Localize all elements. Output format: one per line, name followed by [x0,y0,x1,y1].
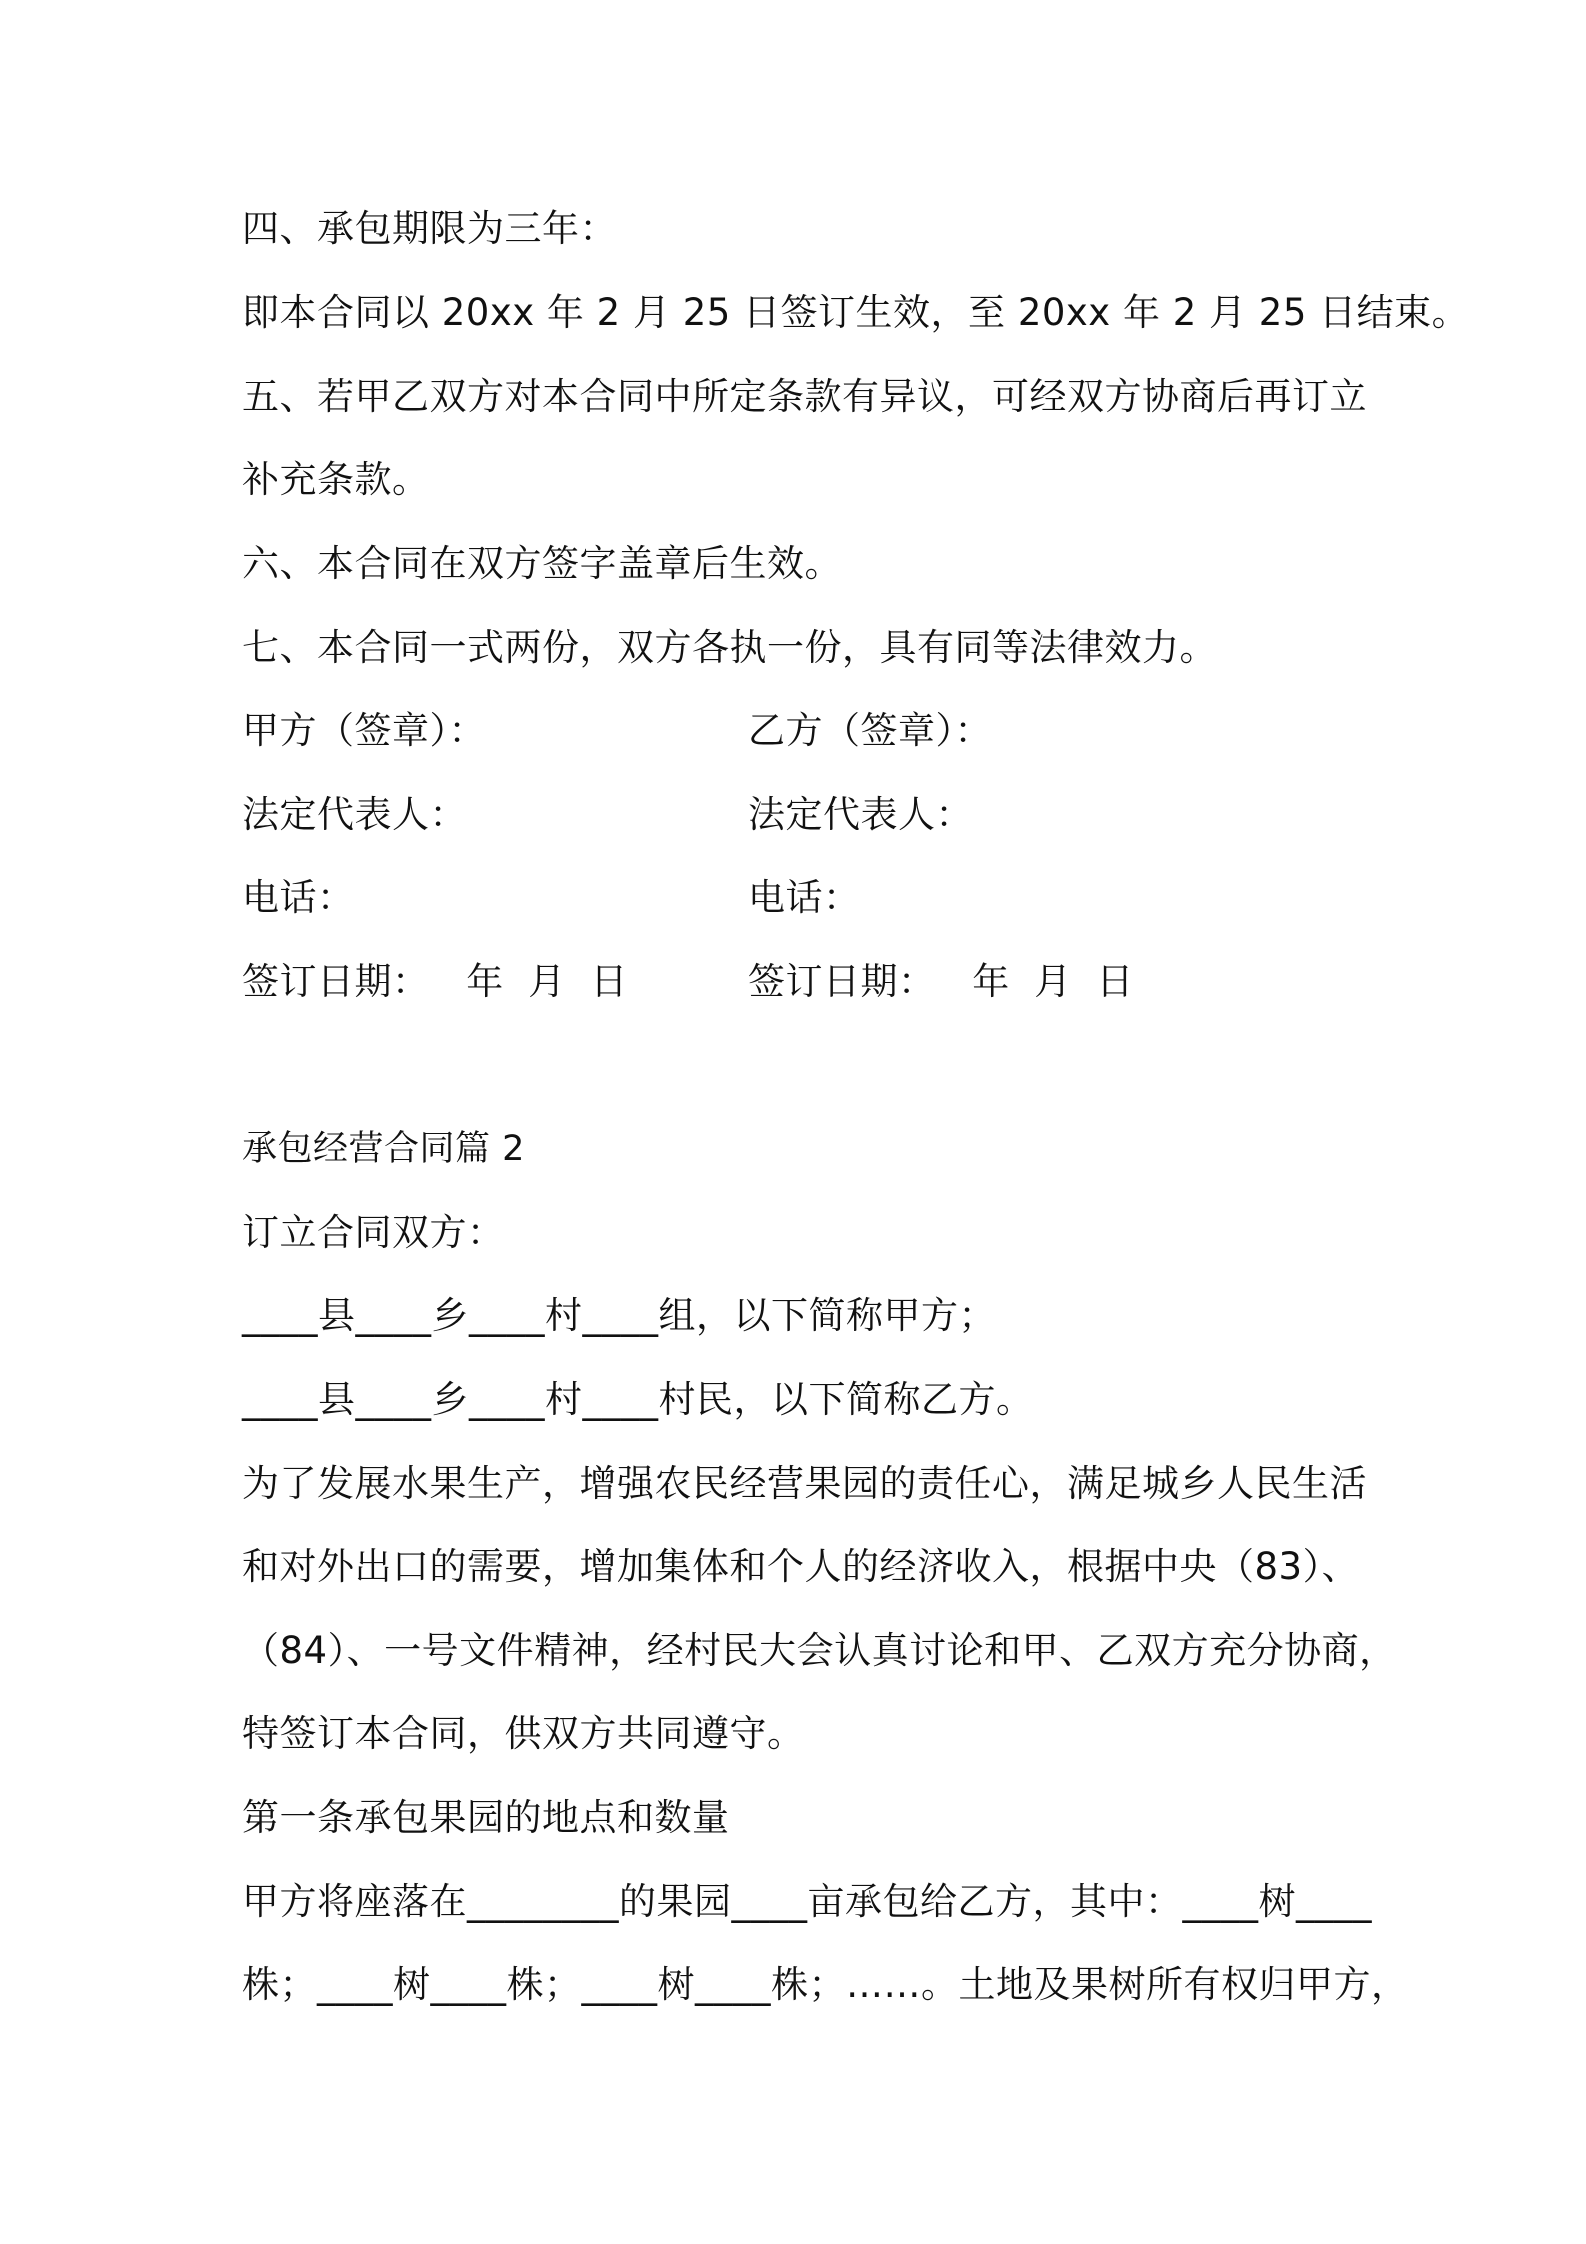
party-a-line: ____县____乡____村____组，以下简称甲方； [242,1294,996,1337]
party-a-legal-rep: 法定代表人： [242,793,467,836]
clause-4-title: 四、承包期限为三年： [242,207,617,250]
party-b-date: 签订日期： 年 月 日 [748,960,1134,1003]
clause-5-line-1: 五、若甲乙双方对本合同中所定条款有异议，可经双方协商后再订立 [242,375,1367,418]
article-1-title: 第一条承包果园的地点和数量 [242,1796,730,1839]
party-a-date: 签订日期： 年 月 日 [242,960,628,1003]
article-1-line-1: 甲方将座落在________的果园____亩承包给乙方，其中：____树____ [242,1880,1372,1923]
preamble-line-2: 和对外出口的需要，增加集体和个人的经济收入，根据中央（83）、 [242,1545,1360,1588]
section-title: 承包经营合同篇 2 [242,1129,525,1169]
clause-6: 六、本合同在双方签字盖章后生效。 [242,542,842,585]
party-b-line: ____县____乡____村____村民，以下简称乙方。 [242,1378,1034,1421]
party-b-legal-rep: 法定代表人： [748,793,973,836]
clause-7: 七、本合同一式两份，双方各执一份，具有同等法律效力。 [242,626,1217,669]
party-a-seal: 甲方（签章）： [242,709,486,752]
clause-4-body: 即本合同以 20xx 年 2 月 25 日签订生效，至 20xx 年 2 月 25 日结束。 [242,291,1470,334]
preamble-line-3: （84）、一号文件精神，经村民大会认真讨论和甲、乙双方充分协商， [242,1629,1397,1672]
clause-5-line-2: 补充条款。 [242,458,430,501]
preamble-line-1: 为了发展水果生产，增强农民经营果园的责任心，满足城乡人民生活 [242,1462,1367,1505]
preamble-line-4: 特签订本合同，供双方共同遵守。 [242,1712,805,1755]
party-b-seal: 乙方（签章）： [748,709,992,752]
article-1-line-2: 株；____树____株；____树____株；……。土地及果树所有权归甲方， [242,1963,1409,2006]
parties-label: 订立合同双方： [242,1211,505,1254]
party-b-phone: 电话： [748,876,861,919]
party-a-phone: 电话： [242,876,355,919]
